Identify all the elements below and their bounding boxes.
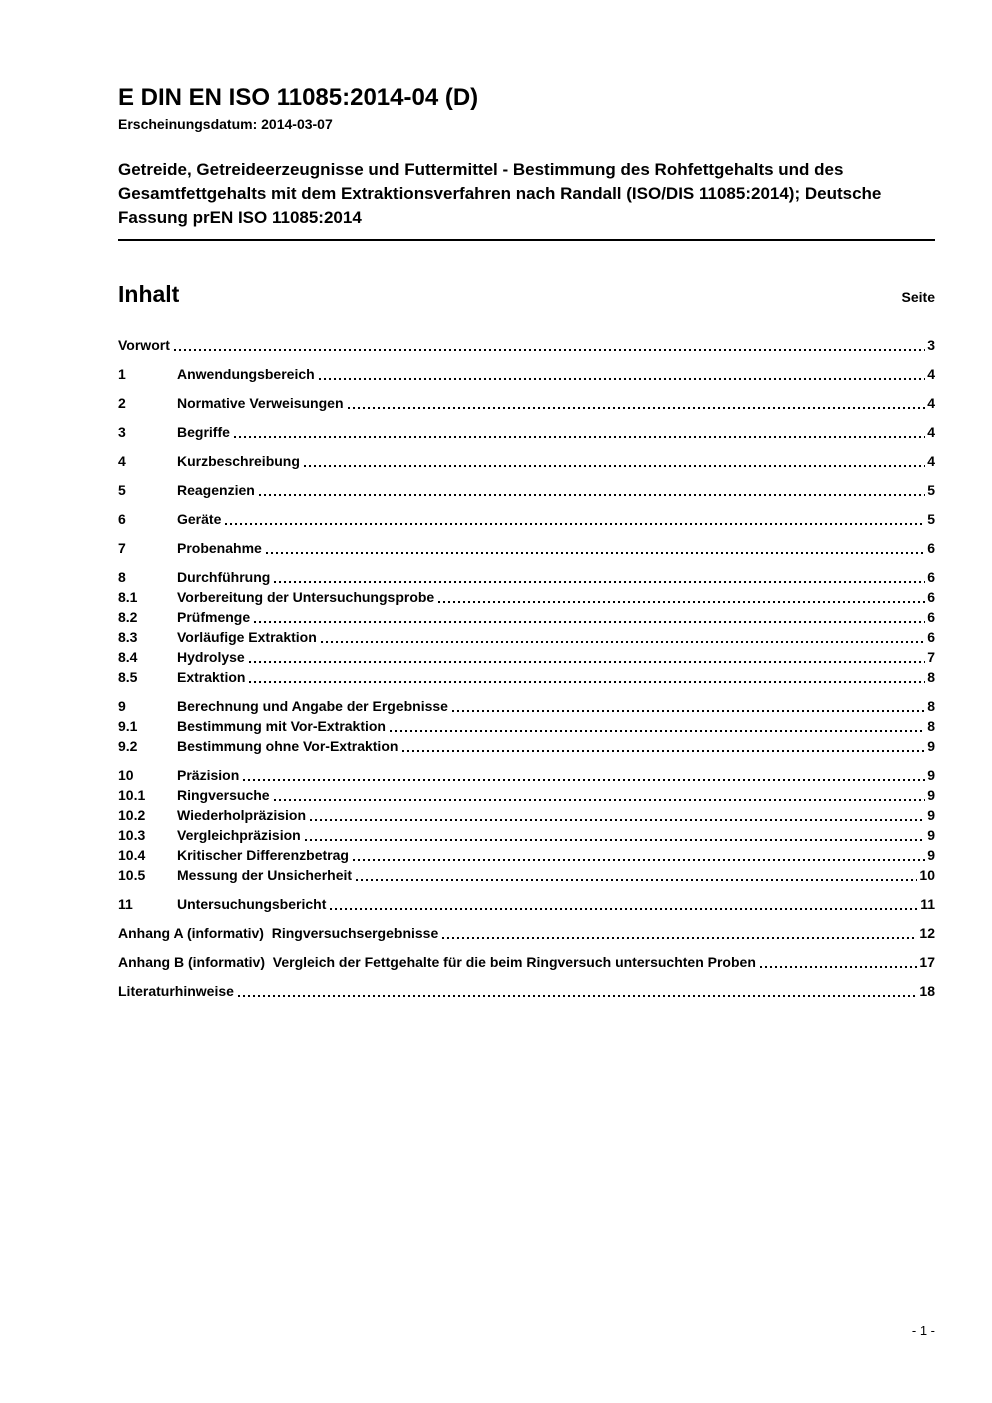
toc-row bbox=[118, 897, 935, 912]
toc-entry-label: Vorläufige Extraktion bbox=[177, 629, 317, 645]
toc-row bbox=[118, 719, 935, 734]
toc-entry-label: Durchführung bbox=[177, 569, 271, 585]
toc-entry-number: 9.1 bbox=[118, 718, 138, 734]
toc-row bbox=[118, 788, 935, 803]
toc-dot-leader bbox=[319, 378, 926, 380]
toc-entry-label: Berechnung und Angabe der Ergebnisse bbox=[177, 698, 448, 714]
toc-entry-label: Probenahme bbox=[177, 540, 262, 556]
toc-entry-page: 9 bbox=[927, 827, 935, 843]
toc-row bbox=[118, 670, 935, 685]
toc-entry-page: 8 bbox=[927, 669, 935, 685]
toc-entry-number: 8.3 bbox=[118, 629, 138, 645]
toc-dot-leader bbox=[225, 523, 925, 525]
toc-entry-label: Ringversuche bbox=[177, 787, 270, 803]
publication-date: Erscheinungsdatum: 2014-03-07 bbox=[118, 116, 333, 132]
toc-dot-leader bbox=[274, 581, 925, 583]
toc-row bbox=[118, 768, 935, 783]
toc-entry-label: Untersuchungsbericht bbox=[177, 896, 327, 912]
toc-entry-label: Anhang B (informativ) Vergleich der Fettgehalte für die beim Ringversuch untersuchten Proben bbox=[118, 954, 756, 970]
toc-entry-page: 12 bbox=[919, 925, 935, 941]
toc-entry-page: 6 bbox=[927, 629, 935, 645]
toc-entry-page: 9 bbox=[927, 738, 935, 754]
toc-entry-label: Wiederholpräzision bbox=[177, 807, 307, 823]
toc-entry-number: 4 bbox=[118, 453, 126, 469]
toc-dot-leader bbox=[174, 349, 925, 351]
toc-entry-label: Kritischer Differenzbetrag bbox=[177, 847, 349, 863]
toc-dot-leader bbox=[760, 966, 918, 968]
toc-entry-page: 4 bbox=[927, 453, 935, 469]
toc-dot-leader bbox=[254, 621, 925, 623]
toc-entry-label: Geräte bbox=[177, 511, 222, 527]
toc-row bbox=[118, 828, 935, 843]
toc-head bbox=[118, 281, 935, 307]
toc-dot-leader bbox=[234, 436, 925, 438]
toc-entry-page: 9 bbox=[927, 767, 935, 783]
toc-entry-page: 4 bbox=[927, 395, 935, 411]
toc-dot-leader bbox=[390, 730, 925, 732]
toc-row bbox=[118, 541, 935, 556]
toc-entry-page: 9 bbox=[927, 807, 935, 823]
toc-row bbox=[118, 848, 935, 863]
toc-entry-page: 7 bbox=[927, 649, 935, 665]
toc-entry-page: 5 bbox=[927, 511, 935, 527]
toc-entry-page: 11 bbox=[920, 896, 935, 912]
toc-dot-leader bbox=[356, 879, 917, 881]
toc-dot-leader bbox=[442, 937, 917, 939]
toc-page-column-label: Seite bbox=[901, 289, 935, 305]
header-divider bbox=[118, 239, 935, 241]
toc-dot-leader bbox=[330, 908, 918, 910]
toc-row bbox=[118, 367, 935, 382]
toc-entry-page: 6 bbox=[927, 569, 935, 585]
toc-entry-number: 5 bbox=[118, 482, 126, 498]
toc-entry-number: 7 bbox=[118, 540, 126, 556]
toc-entry-number: 8.1 bbox=[118, 589, 138, 605]
toc-entry-page: 3 bbox=[927, 337, 935, 353]
toc-entry-number: 1 bbox=[118, 366, 126, 382]
toc-dot-leader bbox=[259, 494, 925, 496]
toc-dot-leader bbox=[243, 779, 925, 781]
toc-entry-number: 10.3 bbox=[118, 827, 146, 843]
toc-entry-page: 8 bbox=[927, 698, 935, 714]
toc-entry-page: 5 bbox=[927, 482, 935, 498]
toc-dot-leader bbox=[438, 601, 925, 603]
toc-entry-label: Hydrolyse bbox=[177, 649, 245, 665]
toc-entry-number: 8 bbox=[118, 569, 126, 585]
doc-number: E DIN EN ISO 11085:2014-04 (D) bbox=[118, 84, 479, 111]
toc-dot-leader bbox=[304, 465, 925, 467]
doc-title: Getreide, Getreideerzeugnisse und Futtermittel - Bestimmung des Rohfettgehalts und des Gesamtfettgehalts mit dem Extraktionsverfahren nach Randall (ISO/DIS 11085:2014); Deutsche Fassung prEN ISO 11085:2014 bbox=[118, 160, 882, 227]
toc-entry-number: 10.2 bbox=[118, 807, 146, 823]
document-header bbox=[118, 84, 935, 241]
toc-entry-label: Messung der Unsicherheit bbox=[177, 867, 353, 883]
toc-dot-leader bbox=[249, 681, 925, 683]
toc-entry-label: Vorbereitung der Untersuchungsprobe bbox=[177, 589, 435, 605]
toc-entry-label: Literaturhinweise bbox=[118, 983, 234, 999]
toc-entry-number: 6 bbox=[118, 511, 126, 527]
toc-entry-label: Normative Verweisungen bbox=[177, 395, 344, 411]
toc-entry-number: 3 bbox=[118, 424, 126, 440]
toc-row bbox=[118, 739, 935, 754]
toc-entry-number: 8.4 bbox=[118, 649, 138, 665]
table-of-contents bbox=[118, 281, 935, 999]
toc-entry-number: 10.5 bbox=[118, 867, 146, 883]
toc-entry-label: Bestimmung mit Vor-Extraktion bbox=[177, 718, 386, 734]
toc-entry-label: Vorwort bbox=[118, 337, 170, 353]
toc-entry-number: 2 bbox=[118, 395, 126, 411]
toc-dot-leader bbox=[274, 799, 926, 801]
toc-row bbox=[118, 396, 935, 411]
toc-entry-page: 9 bbox=[927, 787, 935, 803]
toc-entry-label: Prüfmenge bbox=[177, 609, 251, 625]
toc-row bbox=[118, 425, 935, 440]
toc-row bbox=[118, 955, 935, 970]
toc-row bbox=[118, 808, 935, 823]
toc-dot-leader bbox=[348, 407, 926, 409]
toc-dot-leader bbox=[452, 710, 925, 712]
toc-entry-page: 17 bbox=[919, 954, 935, 970]
toc-row bbox=[118, 590, 935, 605]
toc-row bbox=[118, 570, 935, 585]
toc-entry-label: Anwendungsbereich bbox=[177, 366, 315, 382]
page-number: - 1 - bbox=[911, 1323, 935, 1338]
toc-row bbox=[118, 699, 935, 714]
toc-entry-page: 10 bbox=[919, 867, 935, 883]
toc-heading: Inhalt bbox=[118, 281, 180, 307]
toc-entry-page: 4 bbox=[927, 424, 935, 440]
toc-row bbox=[118, 984, 935, 999]
toc-entry-label: Präzision bbox=[177, 767, 240, 783]
toc-row bbox=[118, 926, 935, 941]
toc-entry-page: 9 bbox=[927, 847, 935, 863]
toc-entry-page: 4 bbox=[927, 366, 935, 382]
toc-row bbox=[118, 483, 935, 498]
toc-entry-label: Anhang A (informativ) Ringversuchsergebnisse bbox=[118, 925, 439, 941]
toc-entry-page: 6 bbox=[927, 589, 935, 605]
toc-dot-leader bbox=[249, 661, 926, 663]
toc-dot-leader bbox=[402, 750, 925, 752]
toc-entry-page: 6 bbox=[927, 609, 935, 625]
toc-entry-number: 10.4 bbox=[118, 847, 146, 863]
toc-entry-label: Begriffe bbox=[177, 424, 230, 440]
toc-row bbox=[118, 630, 935, 645]
toc-dot-leader bbox=[238, 995, 918, 997]
toc-entry-number: 8.5 bbox=[118, 669, 138, 685]
toc-row bbox=[118, 868, 935, 883]
toc-entry-label: Extraktion bbox=[177, 669, 246, 685]
toc-entry-page: 18 bbox=[919, 983, 935, 999]
toc-entry-label: Kurzbeschreibung bbox=[177, 453, 300, 469]
toc-entry-number: 10 bbox=[118, 767, 134, 783]
toc-row bbox=[118, 512, 935, 527]
toc-dot-leader bbox=[353, 859, 925, 861]
toc-row bbox=[118, 454, 935, 469]
toc-dot-leader bbox=[310, 819, 925, 821]
toc-entry-number: 9.2 bbox=[118, 738, 138, 754]
toc-dot-leader bbox=[305, 839, 925, 841]
toc-dot-leader bbox=[266, 552, 925, 554]
toc-entry-label: Vergleichpräzision bbox=[177, 827, 301, 843]
toc-entry-number: 9 bbox=[118, 698, 126, 714]
toc-entry-page: 8 bbox=[927, 718, 935, 734]
toc-entries bbox=[118, 338, 935, 999]
toc-dot-leader bbox=[321, 641, 925, 643]
toc-entry-number: 10.1 bbox=[118, 787, 146, 803]
toc-entry-number: 11 bbox=[118, 896, 133, 912]
toc-entry-number: 8.2 bbox=[118, 609, 138, 625]
toc-row bbox=[118, 650, 935, 665]
toc-entry-page: 6 bbox=[927, 540, 935, 556]
toc-entry-label: Reagenzien bbox=[177, 482, 255, 498]
toc-row bbox=[118, 610, 935, 625]
toc-row bbox=[118, 338, 935, 353]
page-footer bbox=[912, 1323, 935, 1338]
toc-entry-label: Bestimmung ohne Vor-Extraktion bbox=[177, 738, 399, 754]
